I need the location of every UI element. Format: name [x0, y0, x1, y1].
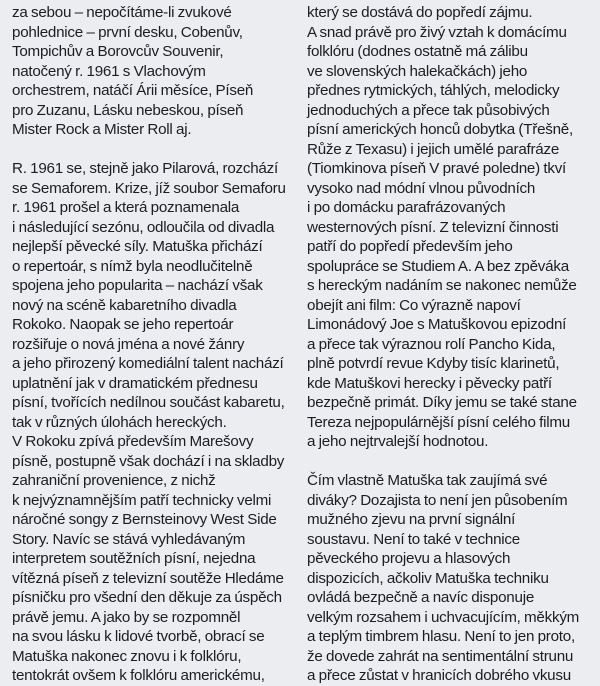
text-line: patří do popředí především jeho [307, 238, 513, 255]
text-line: zahraniční provenience, z nichž [12, 472, 216, 489]
text-line: mužného zjevu na první signální [307, 511, 516, 528]
text-line: a jeho přirozený komediální talent nachází [12, 355, 284, 372]
text-line: velkým rozsahem i uchvacujícím, měkkým [307, 608, 580, 626]
text-line: písničku pro všední den děkuje za úspěch [12, 589, 282, 606]
text-line: ve slovenských halekačkách) jeho [307, 62, 528, 80]
text-line: i po domácku parafrázovaných [307, 199, 506, 216]
text-line: spolupráce se Studiem A. A bez zpěváka [307, 257, 569, 275]
text-line: pohlednice – první desku, Cobenův, [12, 23, 243, 41]
text-line: a teplým timbrem hlasu. Není to jen proto, [307, 628, 575, 645]
text-line: tentokrát ovšem k folklóru americkému, [12, 667, 265, 684]
text-line: Rokoko. Naopak se jeho repertoár [12, 316, 234, 333]
text-line: orchestrem, natáčí Árii měsíce, Píseň [12, 82, 254, 99]
text-line: a jeho nejtrvalejší hodnotou. [307, 433, 489, 450]
text-line: kde Matuškovi herecky i pěvecky patří [307, 374, 552, 392]
text-line: r. 1961 prošel a která poznamenala [12, 199, 240, 216]
text-line: Tompichův a Borovcův Souvenir, [12, 43, 224, 60]
paragraph [307, 3, 595, 452]
text-line: písní, tvořících nedílnou součást kabaretu, [12, 394, 285, 411]
text-line: nový na scéně kabaretního divadla [12, 296, 237, 314]
text-line: uplatnění jak v dramatickém přednesu [12, 374, 258, 392]
text-line: Čím vlastně Matuška tak zaujímá své [307, 472, 548, 489]
paragraph [12, 432, 302, 686]
text-line: (Tiomkinova píseň V pravé poledne) tkví [307, 160, 567, 177]
text-line: interpretem soutěžních písní, nejedna [12, 550, 256, 567]
text-line: právě jemu. A jako by se rozpomněl [12, 608, 241, 626]
text-line: plně potvrdí revue Kdyby tisíc klarinetů, [307, 355, 560, 372]
text-line: westernových písní. Z televizní činnosti [307, 218, 559, 236]
text-line: bezpečně primát. Díky jemu se také stane [307, 394, 577, 411]
text-line: Mister Rock a Mister Roll aj. [12, 121, 192, 138]
text-line: že dovede zahrát na sentimentální strunu [307, 647, 574, 665]
text-line: a přece zůstat v hranicích dobrého vkusu [307, 667, 571, 684]
text-line: A snad právě pro živý vztah k domácímu [307, 23, 567, 41]
text-line: soustavu. Není to také v technice [307, 530, 520, 548]
text-line: folklóru (dodnes ostatně má zálibu [307, 43, 528, 60]
text-line: Story. Navíc se stává vyhledávaným [12, 530, 246, 548]
paragraph [307, 471, 595, 686]
text-line: písní amerických honců dobytka (Třešně, [307, 121, 573, 138]
text-line: písně, postupně však dochází i na skladby [12, 452, 285, 470]
text-line: vysoko nad módní vlnou původních [307, 179, 536, 197]
text-line: přednes rytmických, táhlých, melodicky [307, 82, 560, 99]
text-line: k nejvýznamnějším patří technicky velmi [12, 491, 272, 509]
text-line: jednoduchých a přece tak působivých [307, 101, 550, 119]
paragraph [12, 159, 302, 432]
text-line: s hereckým nadáním se nakonec nemůže [307, 277, 577, 294]
text-line: diváky? Dozajista to není jen působením [307, 491, 568, 509]
text-line: nejlepší pěvecké síly. Matuška přichází [12, 238, 263, 255]
text-line: vítězná píseň z televizní soutěže Hledáme [12, 569, 284, 587]
text-line: za sebou – nepočítáme-li zvukové [12, 4, 232, 21]
text-line: Limonádový Joe s Matuškovou epizodní [307, 316, 567, 333]
text-line: natočený r. 1961 s Vlachovým [12, 62, 206, 80]
text-line: obejít ani film: Co výrazně napoví [307, 296, 521, 314]
text-line: V Rokoku zpívá především Marešovy [12, 433, 254, 450]
text-line: rozšiřuje o nová jména a nové žánry [12, 335, 245, 353]
text-line: o repertoár, s nímž byla neodlučitelně [12, 257, 253, 275]
text-line: ovládá bezpečně a navíc disponuje [307, 589, 535, 606]
text-line: Růže z Texasu) i jejich umělé parafráze [307, 140, 560, 158]
text-line: se Semaforem. Krize, jíž soubor Semaforu [12, 179, 286, 197]
text-line: Tereza nejpopulárnější písní celého filmu [307, 413, 570, 431]
text-line: náročné songy z Bernsteinovy West Side [12, 511, 277, 528]
text-line: R. 1961 se, stejně jako Pilarová, rozchází [12, 160, 278, 177]
text-line: který se dostává do popředí zájmu. [307, 4, 533, 21]
text-line: dispozicích, ačkoliv Matuška techniku [307, 569, 549, 587]
text-line: pro Zuzanu, Lásku nebeskou, píseň [12, 101, 244, 119]
text-line: a přece tak výraznou rolí Pancho Kida, [307, 335, 556, 353]
text-line: spojena jeho popularita – nachází však [12, 277, 263, 294]
text-line: pěveckého projevu a hlasových [307, 550, 511, 567]
left-column [12, 3, 302, 686]
text-line: na svou lásku k lidové tvorbě, obrací se [12, 628, 265, 645]
right-column [307, 3, 595, 686]
paragraph [12, 3, 302, 140]
text-line: i následující sezónu, odloučila od divadla [12, 218, 275, 236]
text-line: Matuška nakonec znovu i k folklóru, [12, 647, 242, 665]
text-line: tak v různých úlohách hereckých. [12, 413, 227, 431]
